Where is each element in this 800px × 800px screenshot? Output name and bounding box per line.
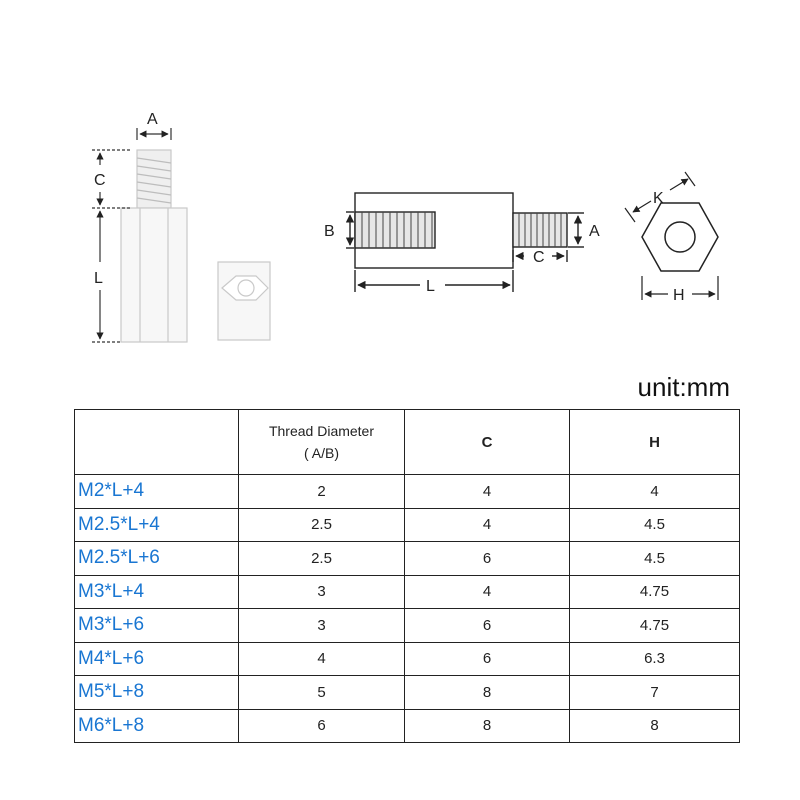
cell-model: M2*L+4 (75, 475, 239, 509)
cell-h: 7 (570, 676, 740, 710)
header-thread-line2: ( A/B) (303, 445, 339, 461)
cell-model: M6*L+8 (75, 709, 239, 743)
cell-model: M5*L+8 (75, 676, 239, 710)
cell-h: 8 (570, 709, 740, 743)
dim-label-k: K (653, 190, 664, 207)
cell-h: 4.5 (570, 542, 740, 576)
cell-model: M2.5*L+6 (75, 542, 239, 576)
dim-label-l-photo: L (94, 270, 103, 287)
header-c: C (405, 410, 570, 475)
cell-thread: 3 (239, 609, 405, 643)
unit-label: unit:mm (637, 372, 730, 402)
dim-label-a-side: A (589, 223, 600, 240)
cell-thread: 2 (239, 475, 405, 509)
cell-h: 4.75 (570, 609, 740, 643)
dim-label-a-photo: A (147, 111, 158, 128)
cell-model: M3*L+4 (75, 575, 239, 609)
cell-thread: 4 (239, 642, 405, 676)
cell-c: 4 (405, 475, 570, 509)
standoff-dimension-diagram (0, 0, 800, 380)
specification-table (74, 409, 740, 743)
dim-label-b: B (324, 223, 335, 240)
cell-h: 4.75 (570, 575, 740, 609)
cell-model: M4*L+6 (75, 642, 239, 676)
hex-end-view-drawing (642, 203, 718, 271)
table-row (75, 542, 740, 576)
cell-thread: 2.5 (239, 508, 405, 542)
table-row (75, 609, 740, 643)
cell-c: 6 (405, 642, 570, 676)
cell-thread: 6 (239, 709, 405, 743)
cell-thread: 5 (239, 676, 405, 710)
dim-label-h: H (673, 287, 685, 304)
cell-c: 8 (405, 709, 570, 743)
table-row (75, 642, 740, 676)
cell-c: 4 (405, 508, 570, 542)
table-row (75, 676, 740, 710)
cell-h: 4.5 (570, 508, 740, 542)
cell-c: 6 (405, 609, 570, 643)
table-row (75, 575, 740, 609)
dim-label-l-side: L (426, 278, 435, 295)
standoff-photo-drawing (121, 150, 270, 342)
table-row (75, 508, 740, 542)
header-thread-line1: Thread Diameter (268, 423, 375, 439)
cell-h: 4 (570, 475, 740, 509)
cell-model: M3*L+6 (75, 609, 239, 643)
cell-h: 6.3 (570, 642, 740, 676)
cell-thread: 2.5 (239, 542, 405, 576)
dim-label-c-side: C (533, 249, 545, 266)
cell-thread: 3 (239, 575, 405, 609)
table-row (75, 709, 740, 743)
cell-c: 4 (405, 575, 570, 609)
header-thread-diameter (239, 410, 405, 475)
table-header-row (75, 410, 740, 475)
table-row (75, 475, 740, 509)
dim-label-c-photo: C (94, 172, 106, 189)
header-model (75, 410, 239, 475)
header-h: H (570, 410, 740, 475)
cell-c: 6 (405, 542, 570, 576)
standoff-side-drawing (346, 193, 584, 292)
cell-model: M2.5*L+4 (75, 508, 239, 542)
cell-c: 8 (405, 676, 570, 710)
